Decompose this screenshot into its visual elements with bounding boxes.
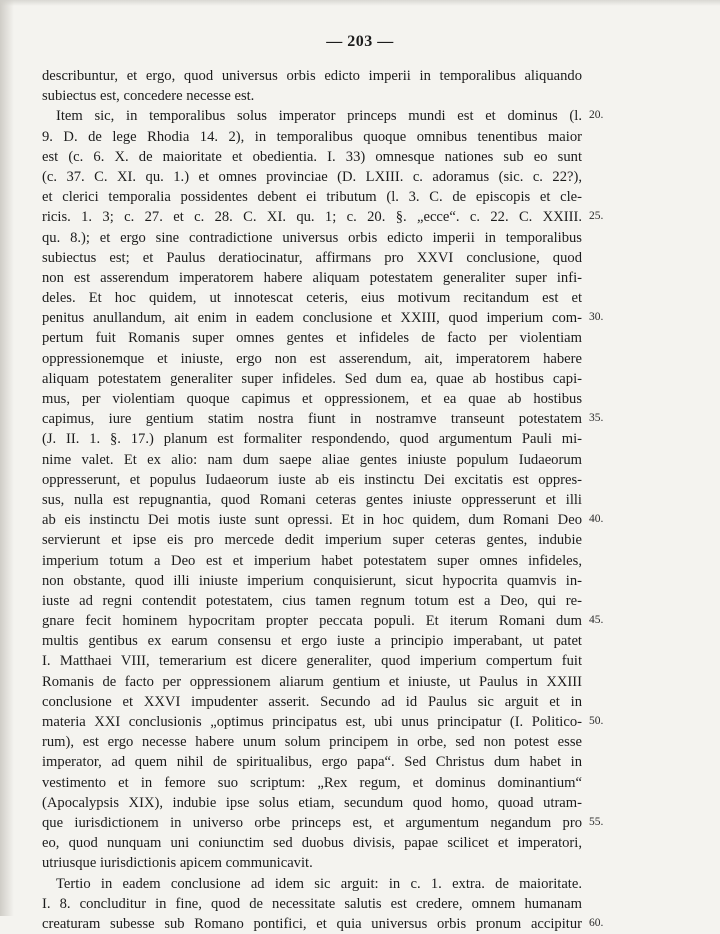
text-line: nime valet. Et ex alio: nam dum saepe aliae gentes iniuste populum Iudaeorum — [42, 451, 582, 468]
margin-line-number: 60. — [589, 917, 604, 930]
text-line: Item sic, in temporalibus solus imperator princeps mundi est et dominus (l. — [56, 108, 582, 125]
margin-line-number: 40. — [589, 513, 604, 526]
text-line: qu. 8.); et ergo sine contradictione universus orbis edicto imperii in temporalibus — [42, 229, 582, 246]
text-line: Romanis de facto per oppressionem aliarum gentium et iniuste, ut Paulus in XXIII — [42, 673, 582, 690]
margin-line-number: 55. — [589, 816, 604, 829]
text-line: creaturam subesse sub Romano pontifici, et quia universus orbis pronum accipitur — [42, 915, 582, 932]
text-line: subiectus est, concedere necesse est. — [42, 88, 255, 105]
text-line: rum), est ergo necesse habere unum solum principem in orbe, sed non potest esse — [42, 734, 582, 751]
page-number: — 203 — — [326, 33, 394, 50]
margin-line-number: 20. — [589, 109, 604, 122]
text-line: que iurisdictionem in universo orbe princeps est, et argumentum negandum pro — [42, 814, 582, 831]
margin-line-number: 35. — [589, 412, 604, 425]
text-line: (Apocalypsis XIX), indubie ipse solus etiam, secundum quod homo, quoad utram- — [42, 794, 582, 811]
text-line: eo, quod nunquam uni coniunctim sed duobus divisis, papae scilicet et imperatori, — [42, 835, 582, 852]
text-line: servierunt et ipse eis pro mercede dedit imperium super ceteras gentes, indubie — [42, 532, 582, 549]
text-line: deles. Et hoc quidem, ut innotescat ceteris, eius motivum recitandum est et — [42, 290, 582, 307]
text-line: Tertio in eadem conclusione ad idem sic arguit: in c. 1. extra. de maioritate. — [56, 875, 582, 892]
text-line: 9. D. de lege Rhodia 14. 2), in temporalibus quoque omnibus tenentibus maior — [42, 128, 582, 145]
text-line: ricis. 1. 3; c. 27. et c. 28. C. XI. qu. 1; c. 20. §. „ecce“. c. 22. C. XXIII. — [42, 209, 582, 226]
text-line: I. 8. concluditur in fine, quod de necessitate salutis est credere, omnem humanam — [42, 895, 582, 912]
text-line: et clerici temporalia possidentes debent ei tributum (l. 3. C. de episcopis et cle- — [42, 189, 582, 206]
text-line: penitus anullandum, ait enim in eadem conclusione et XXIII, quod imperium com- — [42, 310, 582, 327]
text-line: oppresserunt, et populus Iudaeorum iuste ab eis instinctu Dei excitatis est oppres- — [42, 471, 582, 488]
body-text — [42, 66, 582, 934]
text-line: vestimento et in femore suo scriptum: „Rex regum, et dominus dominantium“ — [42, 774, 582, 791]
text-line: imperator, ad quem nihil de spiritualibus, ergo papa“. Sed Christus dum habet in — [42, 754, 582, 771]
text-line: I. Matthaei VIII, temerarium est dicere generaliter, quod imperium compertum fuit — [42, 653, 582, 670]
margin-line-number: 25. — [589, 210, 604, 223]
margin-line-number: 50. — [589, 715, 604, 728]
text-line: imperium totum a Deo est et imperium habet potestatem super omnes infideles, — [42, 552, 582, 569]
text-line: pertum fuit Romanis super omnes gentes et infideles de facto per violentiam — [42, 330, 582, 347]
margin-line-number: 45. — [589, 614, 604, 627]
margin-line-number: 30. — [589, 311, 604, 324]
binding-edge-shadow — [0, 0, 14, 916]
text-line: materia XXI conclusionis „optimus principatus est, ubi unus principatur (I. Politico- — [42, 714, 582, 730]
text-line: (J. II. 1. §. 17.) planum est formaliter respondendo, quod argumentum Pauli mi- — [42, 431, 582, 448]
text-line: aliquam potestatem generaliter super infideles. Sed dum ea, quae ab hostibus capi- — [42, 370, 582, 387]
text-line: non obstante, quod illi iniuste imperium conquisierunt, sicut hypocrita quamvis in- — [42, 572, 582, 589]
text-line: sus, nulla est repugnantia, quod Romani ceteras gentes iniuste oppresserunt et illi — [42, 491, 582, 508]
text-line: mus, per violentiam quoque capimus et oppressionem, et ea quae ab hostibus — [42, 391, 582, 407]
text-line: est (c. 6. X. de maioritate et obedientia. I. 33) omnesque nationes sub eo sunt — [42, 148, 582, 165]
text-line: ab eis instinctu Dei motis iuste sunt opressi. Et in hoc quidem, dum Romani Deo — [42, 512, 582, 529]
text-line: describuntur, et ergo, quod universus orbis edicto imperii in temporalibus aliquando — [42, 68, 582, 84]
text-line: multis gentibus ex earum consensu et ergo iuste a principio imperabant, ut patet — [42, 633, 582, 650]
text-line: capimus, iure gentium statim nostra fiunt in nostramve transeunt potestatem — [42, 411, 582, 428]
text-line: oppressionemque et iniuste, ergo non est asserendum, ait, imperatorem habere — [42, 350, 582, 367]
page-edge-shadow — [0, 0, 720, 6]
text-line: conclusione et XXVI impudenter asserit. Secundo ad id Paulus sic arguit et in — [42, 693, 582, 710]
text-line: non est asserendum imperatorem habere aliquam potestatem generaliter super infi- — [42, 269, 582, 286]
text-line: iuste ad regni contendit potestatem, cius tamen regnum totum est a Deo, qui re- — [42, 592, 582, 609]
text-line: utriusque iurisdictionis apicem communicavit. — [42, 855, 313, 872]
text-line: subiectus est; et Paulus deratiocinatur, affirmans pro XXVI conclusione, quod — [42, 249, 582, 266]
text-line: (c. 37. C. XI. qu. 1.) et omnes provinciae (D. LXIII. c. adoramus (sic. c. 22?), — [42, 168, 582, 185]
text-line: gnare fecit hominem hypocritam propter peccata populi. Et iterum Romani dum — [42, 613, 582, 630]
